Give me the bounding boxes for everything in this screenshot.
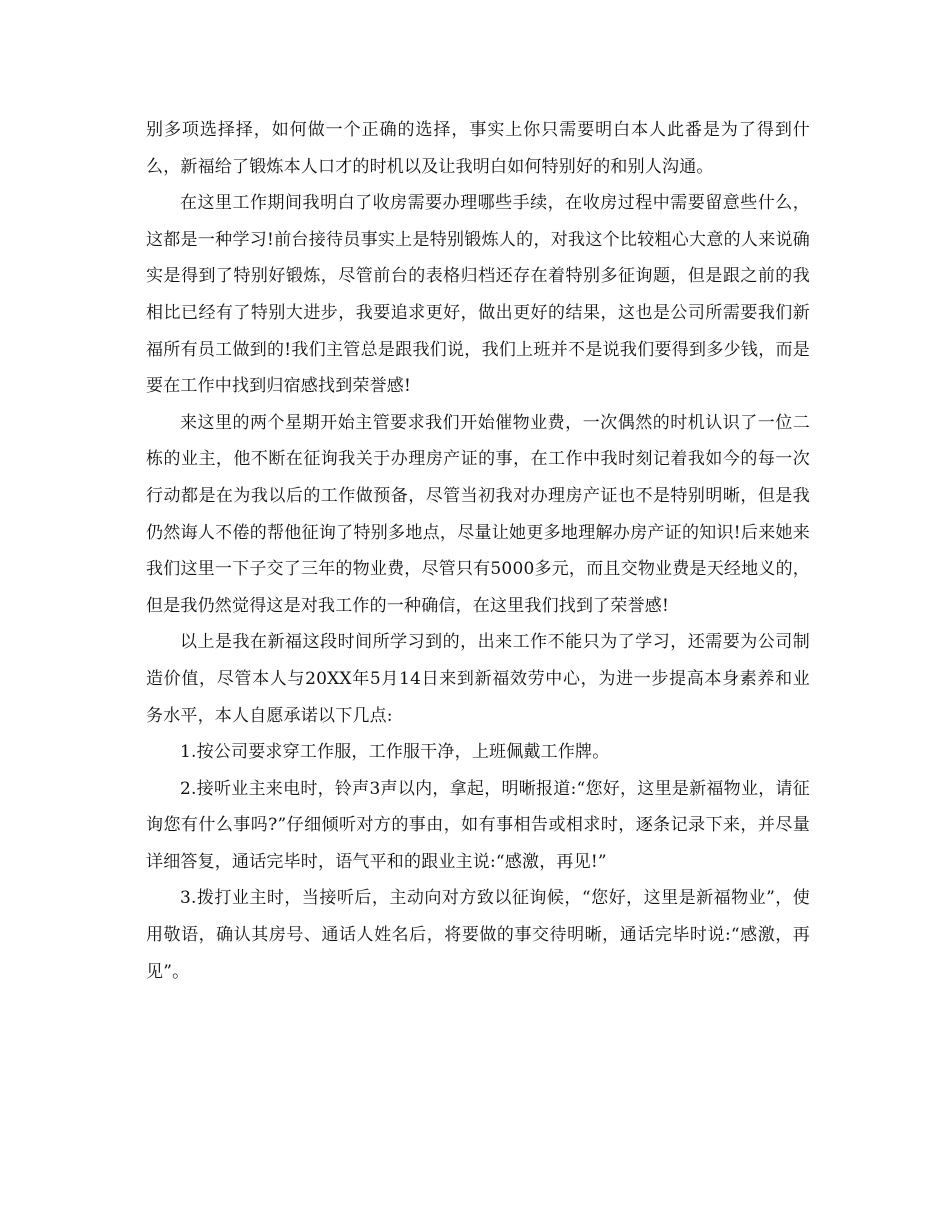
list-item-3: 3.拨打业主时，当接听后，主动向对方致以征询候，“您好，这里是新福物业”，使用敬语，确认其房号、通话人姓名后，将要做的事交待明晰，通话完毕时说:“感激，再见”。 xyxy=(146,888,810,982)
paragraph-3: 来这里的两个星期开始主管要求我们开始催物业费，一次偶然的时机认识了一位二栋的业主，他不断在征询我关于办理房产证的事，在工作中我时刻记着我如今的每一次行动都是在为我以后的工作做预备，尽管当初我对办理房产证也不是特别明晰，但是我仍然诲人不倦的帮他征询了特别多地点，尽量让她更多地理解办房产证的知识!后来她来我们这里一下子交了三年的物业费，尽管只有5000多元，而且交物业费是天经地义的，但是我仍然觉得这是对我工作的一种确信，在这里我们找到了荣誉感! xyxy=(146,412,810,616)
paragraph-4: 以上是我在新福这段时间所学习到的，出来工作不能只为了学习，还需要为公司制造价值，尽管本人与20XX年5月14日来到新福效劳中心，为进一步提高本身素养和业务水平，本人自愿承诺以下几点: xyxy=(146,632,810,726)
list-item-2: 2.接听业主来电时，铃声3声以内，拿起，明晰报道:“您好，这里是新福物业，请征询您有什么事吗?”仔细倾听对方的事由，如有事相告或相求时，逐条记录下来，并尽量详细答复，通话完毕时，语气平和的跟业主说:“感激，再见!” xyxy=(146,778,810,872)
paragraph-2: 在这里工作期间我明白了收房需要办理哪些手续，在收房过程中需要留意些什么，这都是一种学习!前台接待员事实上是特别锻炼人的，对我这个比较粗心大意的人来说确实是得到了特别好锻炼，尽管前台的表格归档还存在着特别多征询题，但是跟之前的我相比已经有了特别大进步，我要追求更好，做出更好的结果，这也是公司所需要我们新福所有员工做到的!我们主管总是跟我们说，我们上班并不是说我们要得到多少钱，而是要在工作中找到归宿感找到荣誉感! xyxy=(146,193,810,397)
document-body xyxy=(146,112,810,990)
list-item-1: 1.按公司要求穿工作服，工作服干净，上班佩戴工作牌。 xyxy=(180,742,610,763)
paragraph-1: 别多项选择择，如何做一个正确的选择，事实上你只需要明白本人此番是为了得到什么，新福给了锻炼本人口才的时机以及让我明白如何特别好的和别人沟通。 xyxy=(146,120,810,177)
